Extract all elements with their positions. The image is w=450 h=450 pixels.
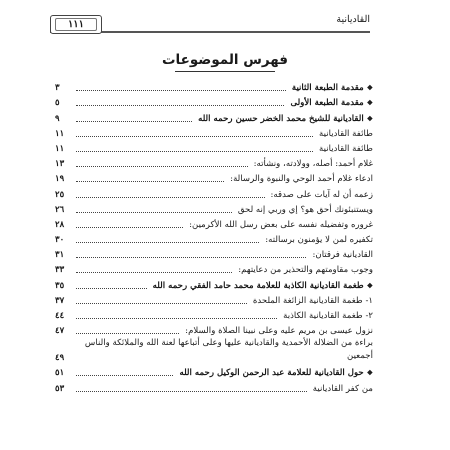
dot-leader [76, 391, 307, 392]
dot-leader [76, 257, 306, 258]
toc-entry-text: غلام أحمد: أصله، وولادته، ونشأته: [253, 159, 373, 170]
toc-entry-text: غروره وتفضيله نفسه على بعض رسل الله الأكرمين: [189, 219, 373, 230]
toc-page-number: ٣٣ [55, 265, 65, 276]
toc-entry-text: ويستنبئونك أحق هو؟ إي وربي إنه لحق [237, 204, 373, 215]
page-title: فهرس الموضوعات [161, 52, 289, 68]
toc-entry-title [150, 280, 373, 292]
dot-leader [76, 318, 277, 319]
toc-entry-title [250, 295, 373, 307]
toc-entry-text: وجوب مقاومتهم والتحذير من دعايتهم: [238, 265, 373, 276]
toc-entry-text: ٢- طغمة القاديانية الكاذبة [283, 311, 373, 321]
toc-entry [55, 155, 373, 170]
toc-entry-title [251, 158, 373, 170]
toc-entry-title [310, 383, 373, 395]
toc-entry-title [316, 128, 373, 140]
dot-leader [76, 166, 248, 167]
dot-leader [76, 303, 247, 304]
dot-leader [76, 242, 259, 243]
page-number-frame [50, 15, 102, 34]
dot-leader [76, 212, 232, 213]
toc-entry [55, 125, 373, 140]
toc-entry-text: نزول عيسى بن مريم عليه وعلى نبينا الصلاة والسلام: [185, 326, 373, 337]
bullet-icon: ❖ [366, 98, 373, 108]
toc-page-number: ٤٩ [55, 353, 65, 364]
toc-entry [55, 185, 373, 200]
toc-entry [55, 170, 373, 185]
toc-page-number: ٥ [55, 98, 60, 109]
toc-page-number: ٤٤ [55, 311, 65, 321]
toc-entry [55, 94, 373, 109]
toc-entry [55, 276, 373, 291]
toc-entry [55, 379, 373, 394]
dot-leader [76, 151, 313, 152]
toc-entry-text: طغمة القاديانية الكاذبة للعلامة محمد حامد الفقي رحمه الله [152, 280, 364, 291]
toc-page-number: ٢٨ [55, 219, 65, 230]
toc-entry [55, 322, 373, 337]
toc-entry-text: طائفة القاديانية [319, 128, 373, 139]
toc-page-number: ١٩ [55, 174, 65, 185]
toc-page-number: ١١ [55, 128, 65, 139]
toc-entry [55, 109, 373, 124]
dot-leader [76, 272, 232, 273]
toc-page-number: ٩ [55, 113, 60, 124]
toc-entry-title [227, 173, 373, 185]
toc-entry-text: من كفر القاديانية [312, 383, 373, 394]
bullet-icon: ❖ [366, 368, 373, 378]
bullet-icon: ❖ [366, 280, 373, 290]
toc-page-number: ٤٧ [55, 326, 65, 337]
running-header-title: القاديانية [336, 14, 370, 25]
toc-entry-title [195, 113, 373, 125]
toc-page-number: ٥١ [55, 368, 65, 379]
dot-leader [76, 105, 284, 106]
table-of-contents [55, 79, 373, 443]
toc-page-number: ٥٣ [55, 383, 65, 394]
toc-entry-text: تكفيره لمن لا يؤمنون برسالته: [265, 235, 373, 246]
toc-page-number: ٣٥ [55, 280, 65, 291]
dot-leader [76, 181, 224, 182]
toc-page-number: ٣١ [55, 250, 65, 261]
toc-entry-text: حول القاديانية للعلامة عبد الرحمن الوكيل رحمه الله [179, 368, 364, 379]
toc-entry [55, 307, 373, 322]
dot-leader [76, 288, 147, 289]
toc-entry-text: ١- طغمة القاديانية الزائغة الملحدة [252, 295, 373, 306]
page-header [50, 12, 370, 36]
toc-entry-text: القاديانية فرقتان: [312, 250, 373, 261]
toc-entry [55, 79, 373, 94]
toc-entry-title [235, 264, 373, 276]
toc-page-number: ٣٠ [55, 235, 65, 246]
toc-entry [55, 337, 373, 364]
toc-entry [55, 261, 373, 276]
toc-page-number: ٣٧ [55, 295, 65, 306]
toc-entry-title [268, 189, 373, 201]
toc-page-number: ١٣ [55, 159, 65, 170]
toc-entry [55, 364, 373, 379]
toc-entry-title [262, 234, 373, 246]
toc-page-number: ١١ [55, 143, 65, 154]
toc-entry-title [309, 249, 373, 261]
toc-entry [55, 201, 373, 216]
toc-entry-text: طائفة القاديانية [319, 143, 373, 154]
dot-leader [76, 90, 286, 91]
toc-entry-title [289, 82, 373, 94]
dot-leader [76, 136, 313, 137]
toc-page-number: ٢٥ [55, 189, 65, 200]
toc-entry-title [182, 325, 373, 337]
toc-entry-title [316, 143, 373, 155]
toc-entry-text: القاديانية للشيخ محمد الخضر حسين رحمه الله [198, 113, 364, 124]
title-underline [175, 71, 275, 72]
dot-leader [76, 375, 173, 376]
toc-entry-text: ادعاء غلام أحمد الوحي والنبوة والرسالة: [230, 174, 373, 185]
toc-entry-title [176, 367, 373, 379]
toc-page-number: ٣ [55, 83, 60, 94]
dot-leader [76, 227, 183, 228]
dot-leader [76, 121, 192, 122]
toc-entry [55, 231, 373, 246]
toc-entry-text: مقدمة الطبعة الأولى [290, 98, 364, 109]
bullet-icon: ❖ [366, 83, 373, 93]
toc-entry-title [73, 337, 373, 362]
toc-entry [55, 140, 373, 155]
toc-entry-text: براءة من الضلالة الأحمدية والقاديانية عليها وعلى أتباعها لعنة الله والملائكة والناس أجمعين [84, 338, 373, 361]
toc-entry-text: زعمه أن له آيات على صدقه: [270, 189, 373, 200]
page-number: ١١١ [55, 18, 97, 31]
toc-entry-text: مقدمة الطبعة الثانية [291, 83, 364, 94]
dot-leader [76, 333, 179, 334]
toc-entry-title [186, 219, 373, 231]
toc-entry [55, 246, 373, 261]
toc-entry [55, 292, 373, 307]
toc-entry-title [280, 310, 373, 322]
toc-entry-title [235, 204, 373, 216]
toc-entry-title [287, 97, 373, 109]
bullet-icon: ❖ [366, 113, 373, 123]
dot-leader [76, 197, 265, 198]
toc-entry [55, 216, 373, 231]
toc-page-number: ٢٦ [55, 204, 65, 215]
